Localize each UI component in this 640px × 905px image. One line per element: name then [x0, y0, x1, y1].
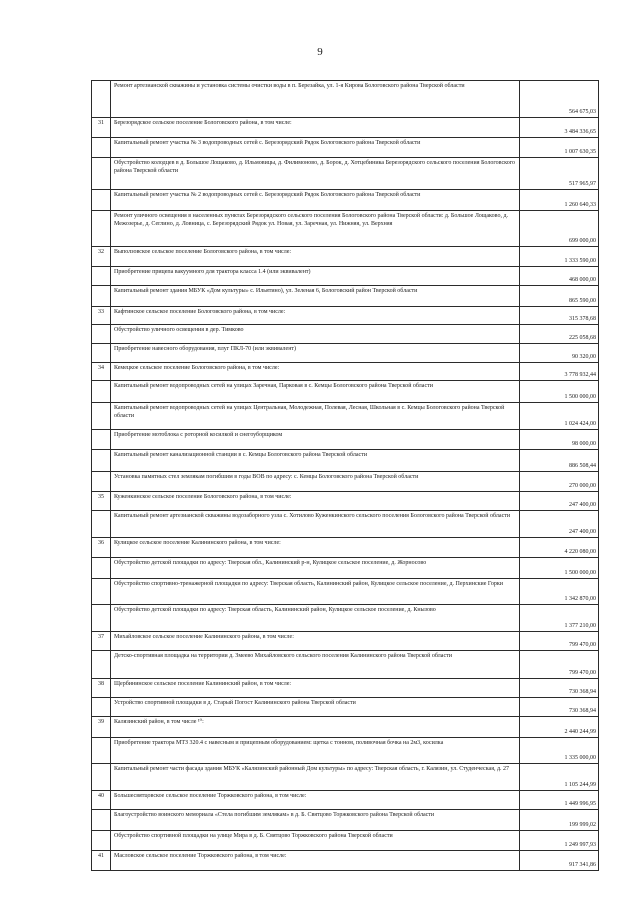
row-amount: 1 377 210,00: [520, 605, 599, 632]
row-number: [92, 831, 111, 851]
row-number: [92, 558, 111, 579]
budget-table: [91, 80, 599, 871]
row-amount: 270 000,00: [520, 472, 599, 492]
row-description: Приобретение прицепа вакуумного для трактора класса 1.4 (или эквивалент): [111, 267, 520, 286]
row-description: Ремонт артезианской скважины и установка системы очистки воды в п. Березайка, ул. 1-я Кирова Бологовского района Тверской области: [111, 81, 520, 118]
row-description: Капитальный ремонт части фасада здания МБУК «Калязинский районный Дом культуры» по адресу: Тверская область, г. Калязин, ул. Студенческая, д. 27: [111, 764, 520, 791]
table-row: [92, 851, 599, 871]
row-amount: 90 320,00: [520, 344, 599, 363]
row-number: [92, 511, 111, 538]
row-amount: 699 000,00: [520, 211, 599, 247]
row-description: Приобретение трактора МТЗ 320.4 с навесным и прицепным оборудованием: щетка с тонном, поливочная бочка на 2м3, косилка: [111, 738, 520, 764]
table-row: [92, 403, 599, 430]
table-row: [92, 679, 599, 698]
row-amount: 1 260 640,33: [520, 190, 599, 211]
table-row: [92, 511, 599, 538]
table-body: [92, 81, 599, 871]
row-amount: 247 400,00: [520, 511, 599, 538]
row-amount: 1 249 997,93: [520, 831, 599, 851]
table-row: [92, 605, 599, 632]
table-row: [92, 138, 599, 158]
row-amount: 98 000,00: [520, 430, 599, 450]
table-row: [92, 381, 599, 403]
row-description: Ремонт уличного освещения в населенных пунктах Березорядского сельского поселения Бологовского района Тверской области: д. Большое Лощаково, д. Межозерье, д. Сеглино, д. Ловница, с. Березорядский Рядок ул. Новая, ул. Заречная, ул. Нижняя, ул. Верхняя: [111, 211, 520, 247]
row-number: [92, 764, 111, 791]
table-row: [92, 492, 599, 511]
row-description: Приобретение навесного оборудования, плуг ПКЛ-70 (или эквивалент): [111, 344, 520, 363]
row-amount: 1 500 000,00: [520, 558, 599, 579]
row-amount: 865 590,00: [520, 286, 599, 307]
table-row: [92, 307, 599, 325]
row-amount: 199 999,02: [520, 810, 599, 831]
row-number: [92, 810, 111, 831]
row-amount: 225 058,68: [520, 325, 599, 344]
table-row: [92, 651, 599, 679]
row-amount: 730 368,94: [520, 698, 599, 717]
table-row: [92, 344, 599, 363]
table-row: [92, 698, 599, 717]
row-description: Куженкинское сельское поселение Бологовского района, в том числе:: [111, 492, 520, 511]
row-number: 31: [92, 118, 111, 138]
table-row: [92, 286, 599, 307]
row-amount: 799 470,00: [520, 632, 599, 651]
table-row: [92, 738, 599, 764]
row-description: Капитальный ремонт артезианской скважины водозаборного узла с. Хотилово Куженкинского сельского поселения Бологовского района Тверской области: [111, 511, 520, 538]
row-number: [92, 211, 111, 247]
row-description: Капитальный ремонт водопроводных сетей на улицах Центральная, Молодежная, Полевая, Лесная, Школьная в с. Кемцы Бологовского района Тверской области: [111, 403, 520, 430]
page-number: 9: [317, 46, 323, 58]
row-number: [92, 651, 111, 679]
table-row: [92, 831, 599, 851]
row-amount: 1 335 000,00: [520, 738, 599, 764]
row-number: [92, 158, 111, 190]
row-description: Масловское сельское поселение Торжковского района, в том числе:: [111, 851, 520, 871]
table-row: [92, 791, 599, 810]
row-description: Установка памятных стел землякам погибшим в годы ВОВ по адресу: с. Кемцы Бологовского района Тверской области: [111, 472, 520, 492]
row-number: 37: [92, 632, 111, 651]
table-row: [92, 430, 599, 450]
row-number: 34: [92, 363, 111, 381]
row-number: 38: [92, 679, 111, 698]
row-description: Обустройство детской площадки по адресу: Тверская обл., Калининский р-н, Кулицкое сельское поселение, д. Жорносово: [111, 558, 520, 579]
row-description: Детско-спортивная площадка на территории д. Змеево Михайловского сельского поселения Калининского района Тверской области: [111, 651, 520, 679]
row-description: Кемецкое сельское поселение Бологовского района, в том числе:: [111, 363, 520, 381]
row-amount: 799 470,00: [520, 651, 599, 679]
row-number: [92, 472, 111, 492]
row-amount: 517 965,97: [520, 158, 599, 190]
row-number: [92, 579, 111, 605]
table-row: [92, 118, 599, 138]
row-amount: 730 368,94: [520, 679, 599, 698]
row-number: 41: [92, 851, 111, 871]
row-number: [92, 605, 111, 632]
row-description: Щербининское сельское поселение Калининский район, в том числе:: [111, 679, 520, 698]
table-row: [92, 764, 599, 791]
row-number: [92, 344, 111, 363]
row-amount: 1 449 996,95: [520, 791, 599, 810]
row-number: 32: [92, 247, 111, 267]
row-amount: 1 333 590,00: [520, 247, 599, 267]
row-amount: 4 220 080,00: [520, 538, 599, 558]
row-number: [92, 81, 111, 118]
row-description: Благоустройство воинского мемориала «Стела погибшим землякам» в д. Б. Святцово Торжковского района Тверской области: [111, 810, 520, 831]
table-row: [92, 81, 599, 118]
table-row: [92, 325, 599, 344]
row-number: 39: [92, 717, 111, 738]
row-description: Березорядское сельское поселение Бологовского района, в том числе:: [111, 118, 520, 138]
row-amount: 247 400,00: [520, 492, 599, 511]
row-description: Михайловское сельское поселение Калининского района, в том числе:: [111, 632, 520, 651]
row-description: Выползовское сельское поселение Бологовского района, в том числе:: [111, 247, 520, 267]
row-description: Капитальный ремонт участка № 2 водопроводных сетей с. Березорядский Рядок Бологовского района Тверской области: [111, 190, 520, 211]
row-amount: 1 024 424,00: [520, 403, 599, 430]
row-description: Обустройство спортивно-тренажерной площадки по адресу: Тверская область, Калининский район, Кулицкое сельское поселение, д. Перхинские Горки: [111, 579, 520, 605]
row-number: [92, 450, 111, 472]
row-description: Обустройство уличного освещения в дер. Тимково: [111, 325, 520, 344]
row-description: Кулицкое сельское поселение Калининского района, в том числе:: [111, 538, 520, 558]
row-number: [92, 381, 111, 403]
table-row: [92, 717, 599, 738]
table-row: [92, 450, 599, 472]
row-number: 35: [92, 492, 111, 511]
row-number: [92, 738, 111, 764]
row-number: [92, 138, 111, 158]
row-number: [92, 403, 111, 430]
row-description: Кафтинское сельское поселение Бологовского района, в том числе:: [111, 307, 520, 325]
row-description: Приобретение мотоблока с роторной косилкой и снегоуборщиком: [111, 430, 520, 450]
row-amount: 3 778 932,44: [520, 363, 599, 381]
row-description: Обустройство спортивной площадки на улице Мира в д. Б. Святцово Торжковского района Тверской области: [111, 831, 520, 851]
table-row: [92, 363, 599, 381]
row-amount: 2 440 244,99: [520, 717, 599, 738]
row-amount: 315 378,68: [520, 307, 599, 325]
row-description: Калязинский район, в том числе ¹⁰:: [111, 717, 520, 738]
table-row: [92, 211, 599, 247]
row-number: [92, 267, 111, 286]
table-row: [92, 558, 599, 579]
row-number: 40: [92, 791, 111, 810]
row-amount: 468 000,00: [520, 267, 599, 286]
table-row: [92, 632, 599, 651]
row-number: [92, 286, 111, 307]
row-amount: 3 484 336,65: [520, 118, 599, 138]
row-description: Большесвятцовское сельское поселение Торжковского района, в том числе:: [111, 791, 520, 810]
row-description: Устройство спортивной площадки в д. Старый Погост Калининского района Тверской области: [111, 698, 520, 717]
table-row: [92, 158, 599, 190]
row-amount: 1 007 630,35: [520, 138, 599, 158]
row-number: [92, 698, 111, 717]
row-amount: 1 105 244,99: [520, 764, 599, 791]
table-row: [92, 810, 599, 831]
table-row: [92, 579, 599, 605]
row-amount: 886 508,44: [520, 450, 599, 472]
table-row: [92, 267, 599, 286]
table-row: [92, 190, 599, 211]
row-description: Обустройство детской площадки по адресу: Тверская область, Калининский район, Кулицкое сельское поселение, д. Кнызово: [111, 605, 520, 632]
row-description: Капитальный ремонт водопроводных сетей на улицах Заречная, Парковая в с. Кемцы Бологовского района Тверской области: [111, 381, 520, 403]
row-amount: 1 342 870,00: [520, 579, 599, 605]
row-number: [92, 430, 111, 450]
row-description: Капитальный ремонт здания МБУК «Дом культуры» с. Ильятино), ул. Зеленая 6, Бологовский район Тверской области: [111, 286, 520, 307]
row-number: 33: [92, 307, 111, 325]
table-row: [92, 472, 599, 492]
row-number: [92, 325, 111, 344]
row-number: 36: [92, 538, 111, 558]
row-number: [92, 190, 111, 211]
row-amount: 1 500 000,00: [520, 381, 599, 403]
table-row: [92, 247, 599, 267]
row-description: Капитальный ремонт канализационной станции в с. Кемцы Бологовского района Тверской области: [111, 450, 520, 472]
row-amount: 917 341,86: [520, 851, 599, 871]
row-description: Обустройство колодцев в д. Большое Лощаково, д. Ильмовицы, д. Филимоново, д. Борок, д. Хотцебиника Березорядского сельского поселения Бологовского района Тверской области: [111, 158, 520, 190]
row-amount: 564 675,03: [520, 81, 599, 118]
table-row: [92, 538, 599, 558]
row-description: Капитальный ремонт участка № 3 водопроводных сетей с. Березорядский Рядок Бологовского района Тверской области: [111, 138, 520, 158]
